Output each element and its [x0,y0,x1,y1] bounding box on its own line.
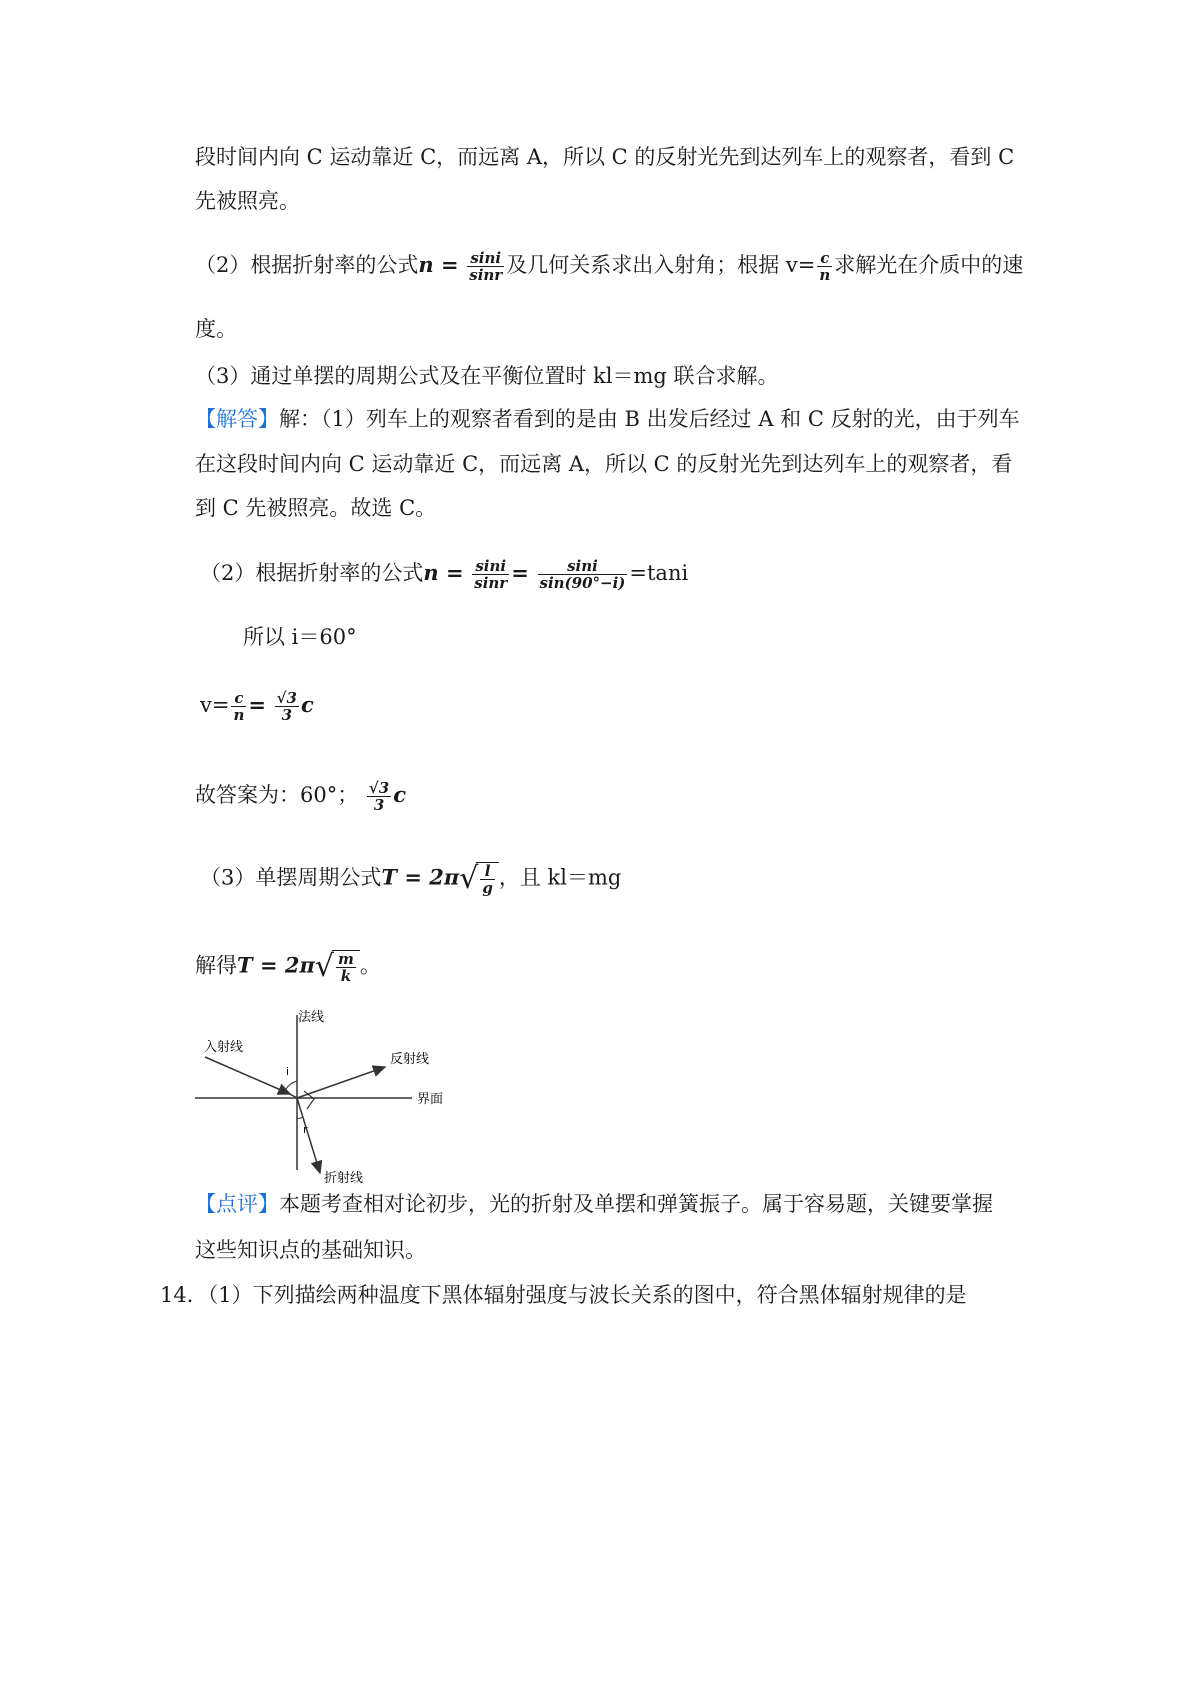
numerator: sini [538,558,628,575]
angle-r-arc [297,1117,303,1118]
answer-line [195,405,1020,433]
sqrt-l-g: √ $\frac{l}{g}$ [459,862,499,896]
text: ，且 kl＝mg [498,865,622,890]
radicand: 3 [378,779,390,797]
denominator: n [233,706,245,724]
question-line: 14．（1）下列描绘两种温度下黑体辐射强度与波长关系的图中，符合黑体辐射规律的是 [160,1283,967,1307]
text: 解得 [195,953,237,978]
angle-r-label: r [303,1123,308,1136]
interface-label: 界面 [417,1092,444,1107]
sqrt-m-k: √ $\frac{m}{k}$ [315,950,360,984]
paragraph-line: 先被照亮。 [195,189,300,213]
math-T: T = 2π [237,952,315,978]
math-eq: = [248,692,266,717]
fraction-c-n [817,250,832,283]
formula-line [200,690,314,723]
paragraph-line: 所以 i＝60° [243,625,357,649]
review-line [195,1190,993,1218]
refraction-diagram [190,1005,470,1185]
denominator: sinr [474,574,508,592]
paragraph-line: 这些知识点的基础知识。 [195,1238,426,1262]
text: （2）根据折射率的公式 [200,561,424,585]
paragraph-line: 到 C 先被照亮。故选 C。 [195,496,437,520]
formula-line [195,780,406,813]
math-c: c [393,782,407,807]
refracted-ray [297,1098,320,1173]
incident-ray [205,1057,290,1094]
fraction-c-n [231,690,246,723]
normal-label: 法线 [298,1010,325,1025]
fraction-sini-sinr [472,558,509,591]
answer-tag: 【解答】 [195,407,279,431]
numerator: √3 [368,779,390,797]
formula-line [200,558,688,591]
fraction-m-k [336,951,356,984]
paragraph-line: 度。 [195,317,237,341]
text: 。 [359,953,381,978]
text: 求解光在介质中的速 [834,253,1024,277]
denominator: g [482,879,493,897]
text: 解：（1）列车上的观察者看到的是由 B 出发后经过 A 和 C 反射的光，由于列车 [279,407,1020,431]
text: 及几何关系求出入射角；根据 v= [506,253,816,277]
review-tag: 【点评】 [195,1192,279,1216]
fraction-sini-sinr [467,250,504,283]
denominator: n [819,266,831,284]
fraction-l-g [480,863,495,896]
text: （3）单摆周期公式 [200,865,382,890]
text: v= [200,693,230,717]
paragraph-line: 在这段时间内向 C 运动靠近 C，而远离 A，所以 C 的反射光先到达列车上的观察者，看 [195,452,1013,476]
fraction-sqrt3-3 [367,780,391,813]
incident-label: 入射线 [204,1040,244,1055]
denominator: k [340,967,352,985]
numerator: sini [472,558,509,575]
denominator: sin(90°−i) [539,574,626,592]
fraction-sqrt3-3 [275,690,299,723]
numerator: c [817,250,832,267]
math-n: n = [418,252,459,277]
math-c: c [300,692,314,717]
numerator: sini [467,250,504,267]
formula-line [200,862,621,896]
paragraph-line: 段时间内向 C 运动靠近 C，而远离 A，所以 C 的反射光先到达列车上的观察者，看到 C [195,145,1015,169]
reflected-ray [297,1067,385,1098]
text: =tani [629,561,689,585]
formula-line [195,950,381,984]
denominator: 3 [281,706,293,724]
math-T: T = 2π [381,864,460,890]
numerator: c [231,690,246,707]
fraction-sini-sin90 [538,558,628,591]
denominator: 3 [373,796,385,814]
text: 本题考查相对论初步，光的折射及单摆和弹簧振子。属于容易题，关键要掌握 [279,1192,993,1216]
radicand: 3 [286,689,297,707]
math-eq: = [511,560,529,585]
denominator: sinr [469,266,503,284]
text: （2）根据折射率的公式 [195,253,419,277]
reflected-label: 反射线 [390,1052,430,1067]
math-n: n = [423,560,464,585]
numerator: m [337,950,354,968]
angle-i-label: i [286,1065,290,1078]
paragraph-line: （3）通过单摆的周期公式及在平衡位置时 kl＝mg 联合求解。 [195,364,779,388]
angle-i-arc [286,1081,297,1089]
numerator: l [480,863,495,880]
text: 故答案为：60°； [195,783,359,807]
refracted-label: 折射线 [324,1171,364,1185]
numerator: √3 [276,689,297,707]
formula-line [195,250,1023,283]
